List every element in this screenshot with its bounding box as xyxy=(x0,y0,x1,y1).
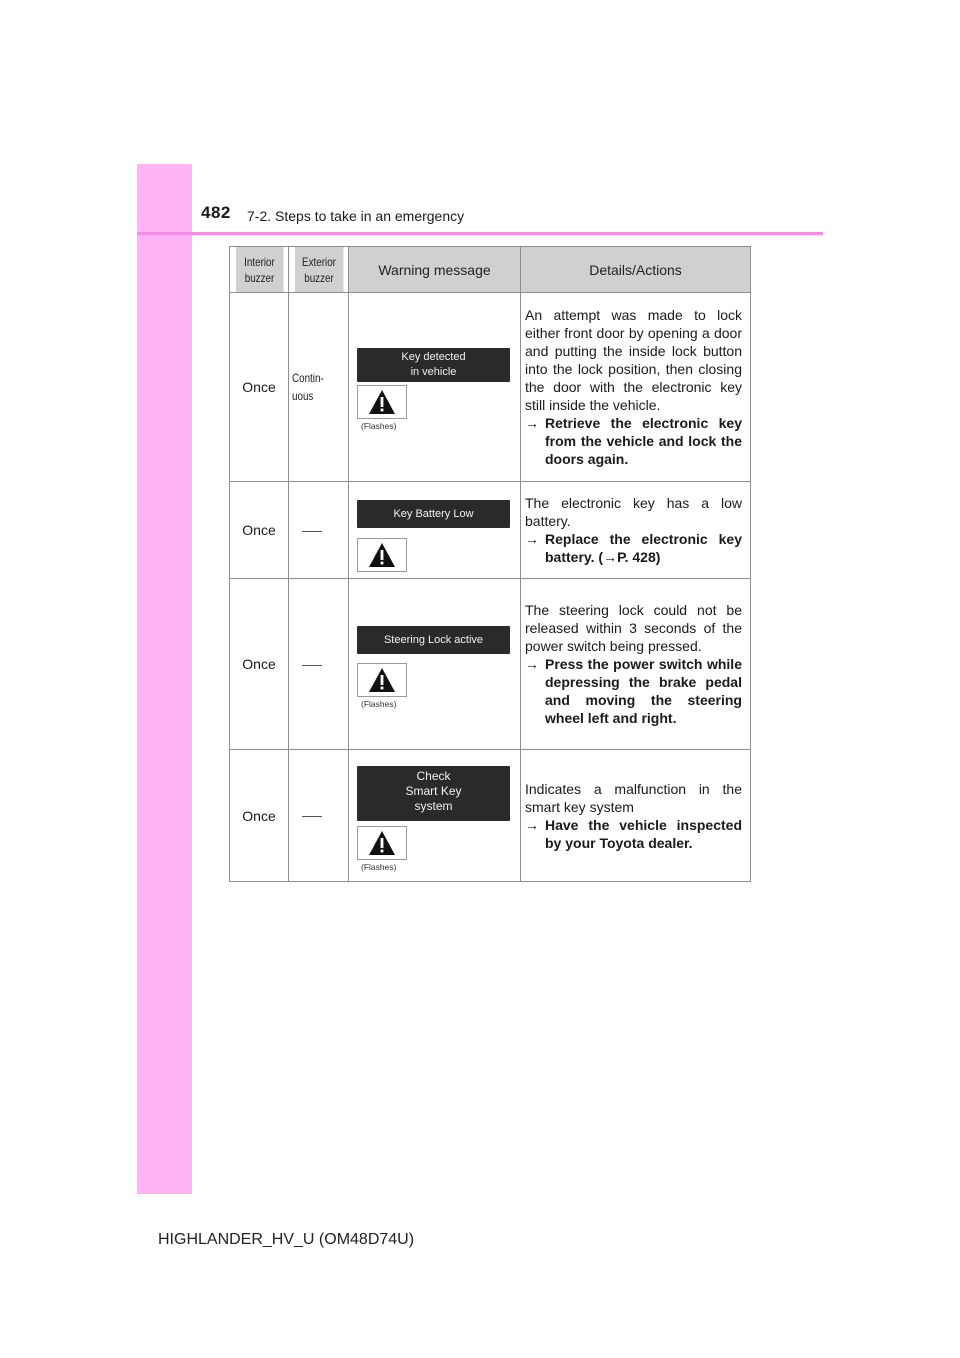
display-message: Key Battery Low xyxy=(357,500,510,528)
exterior-buzzer-cell xyxy=(289,293,349,482)
warning-message-cell xyxy=(349,482,521,579)
section-title: 7-2. Steps to take in an emergency xyxy=(247,208,465,224)
details-text: An attempt was made to lock either front door by opening a door and putting the inside lock button into the lock position, then closing the door with the electronic key still inside the vehicle. xyxy=(525,307,742,413)
right-arrow-icon: → xyxy=(525,415,539,431)
exterior-buzzer-cell xyxy=(289,750,349,882)
action-text: → Press the power switch while depressing the brake pedal and moving the steering wheel left and right. xyxy=(525,656,742,726)
flashes-note: (Flashes) xyxy=(361,421,397,431)
right-arrow-icon: → xyxy=(525,656,539,672)
warning-indicator xyxy=(357,538,407,572)
warning-indicator xyxy=(357,663,407,697)
details-text: The steering lock could not be released within 3 seconds of the power switch being pressed. xyxy=(525,602,742,654)
display-message: Key detected in vehicle xyxy=(357,348,510,382)
chapter-side-tab xyxy=(137,164,192,1194)
warning-table xyxy=(229,246,751,882)
flashes-note: (Flashes) xyxy=(361,862,397,872)
details-cell xyxy=(521,750,751,882)
interior-buzzer-cell: Once xyxy=(230,579,289,750)
right-arrow-icon: → xyxy=(525,816,539,833)
table-row xyxy=(230,482,751,579)
action-text: → Replace the electronic key battery. (→P. 428) xyxy=(525,531,742,565)
no-buzzer-dash xyxy=(302,816,322,817)
action-text: → Have the vehicle inspected by your Toyota dealer. xyxy=(525,816,742,851)
warning-triangle-icon xyxy=(367,541,397,569)
column-header-exterior-buzzer: Exterior buzzer xyxy=(294,247,343,293)
interior-buzzer-cell: Once xyxy=(230,750,289,882)
action-text: → Retrieve the electronic key from the vehicle and lock the doors again. xyxy=(525,415,742,467)
details-cell xyxy=(521,482,751,579)
display-message: Steering Lock active xyxy=(357,626,510,654)
column-header-warning-message: Warning message xyxy=(349,247,521,293)
column-header-details-actions: Details/Actions xyxy=(521,247,751,293)
page-number: 482 xyxy=(201,203,231,222)
details-cell xyxy=(521,579,751,750)
warning-triangle-icon xyxy=(367,666,397,694)
display-message: Check Smart Key system xyxy=(357,766,510,821)
warning-indicator xyxy=(357,826,407,860)
warning-message-cell xyxy=(349,293,521,482)
warning-message-cell xyxy=(349,579,521,750)
details-text: The electronic key has a low battery. xyxy=(525,495,742,529)
warning-message-cell xyxy=(349,750,521,882)
table-row xyxy=(230,750,751,882)
interior-buzzer-cell: Once xyxy=(230,482,289,579)
warning-triangle-icon xyxy=(367,388,397,416)
footer-model-code: HIGHLANDER_HV_U (OM48D74U) xyxy=(158,1231,415,1248)
flashes-note: (Flashes) xyxy=(361,699,397,709)
no-buzzer-dash xyxy=(302,531,322,532)
table-header-row xyxy=(230,247,751,293)
table-row xyxy=(230,579,751,750)
right-arrow-icon: → xyxy=(525,531,539,547)
header-rule xyxy=(137,232,823,235)
no-buzzer-dash xyxy=(302,665,322,666)
details-cell xyxy=(521,293,751,482)
exterior-buzzer-cell xyxy=(289,579,349,750)
details-text: Indicates a malfunction in the smart key system xyxy=(525,780,742,815)
table-row xyxy=(230,293,751,482)
interior-buzzer-cell: Once xyxy=(230,293,289,482)
column-header-interior-buzzer: Interior buzzer xyxy=(235,247,283,293)
warning-triangle-icon xyxy=(367,829,397,857)
exterior-buzzer-value: Contin- uous xyxy=(292,371,324,403)
warning-indicator xyxy=(357,385,407,419)
exterior-buzzer-cell xyxy=(289,482,349,579)
